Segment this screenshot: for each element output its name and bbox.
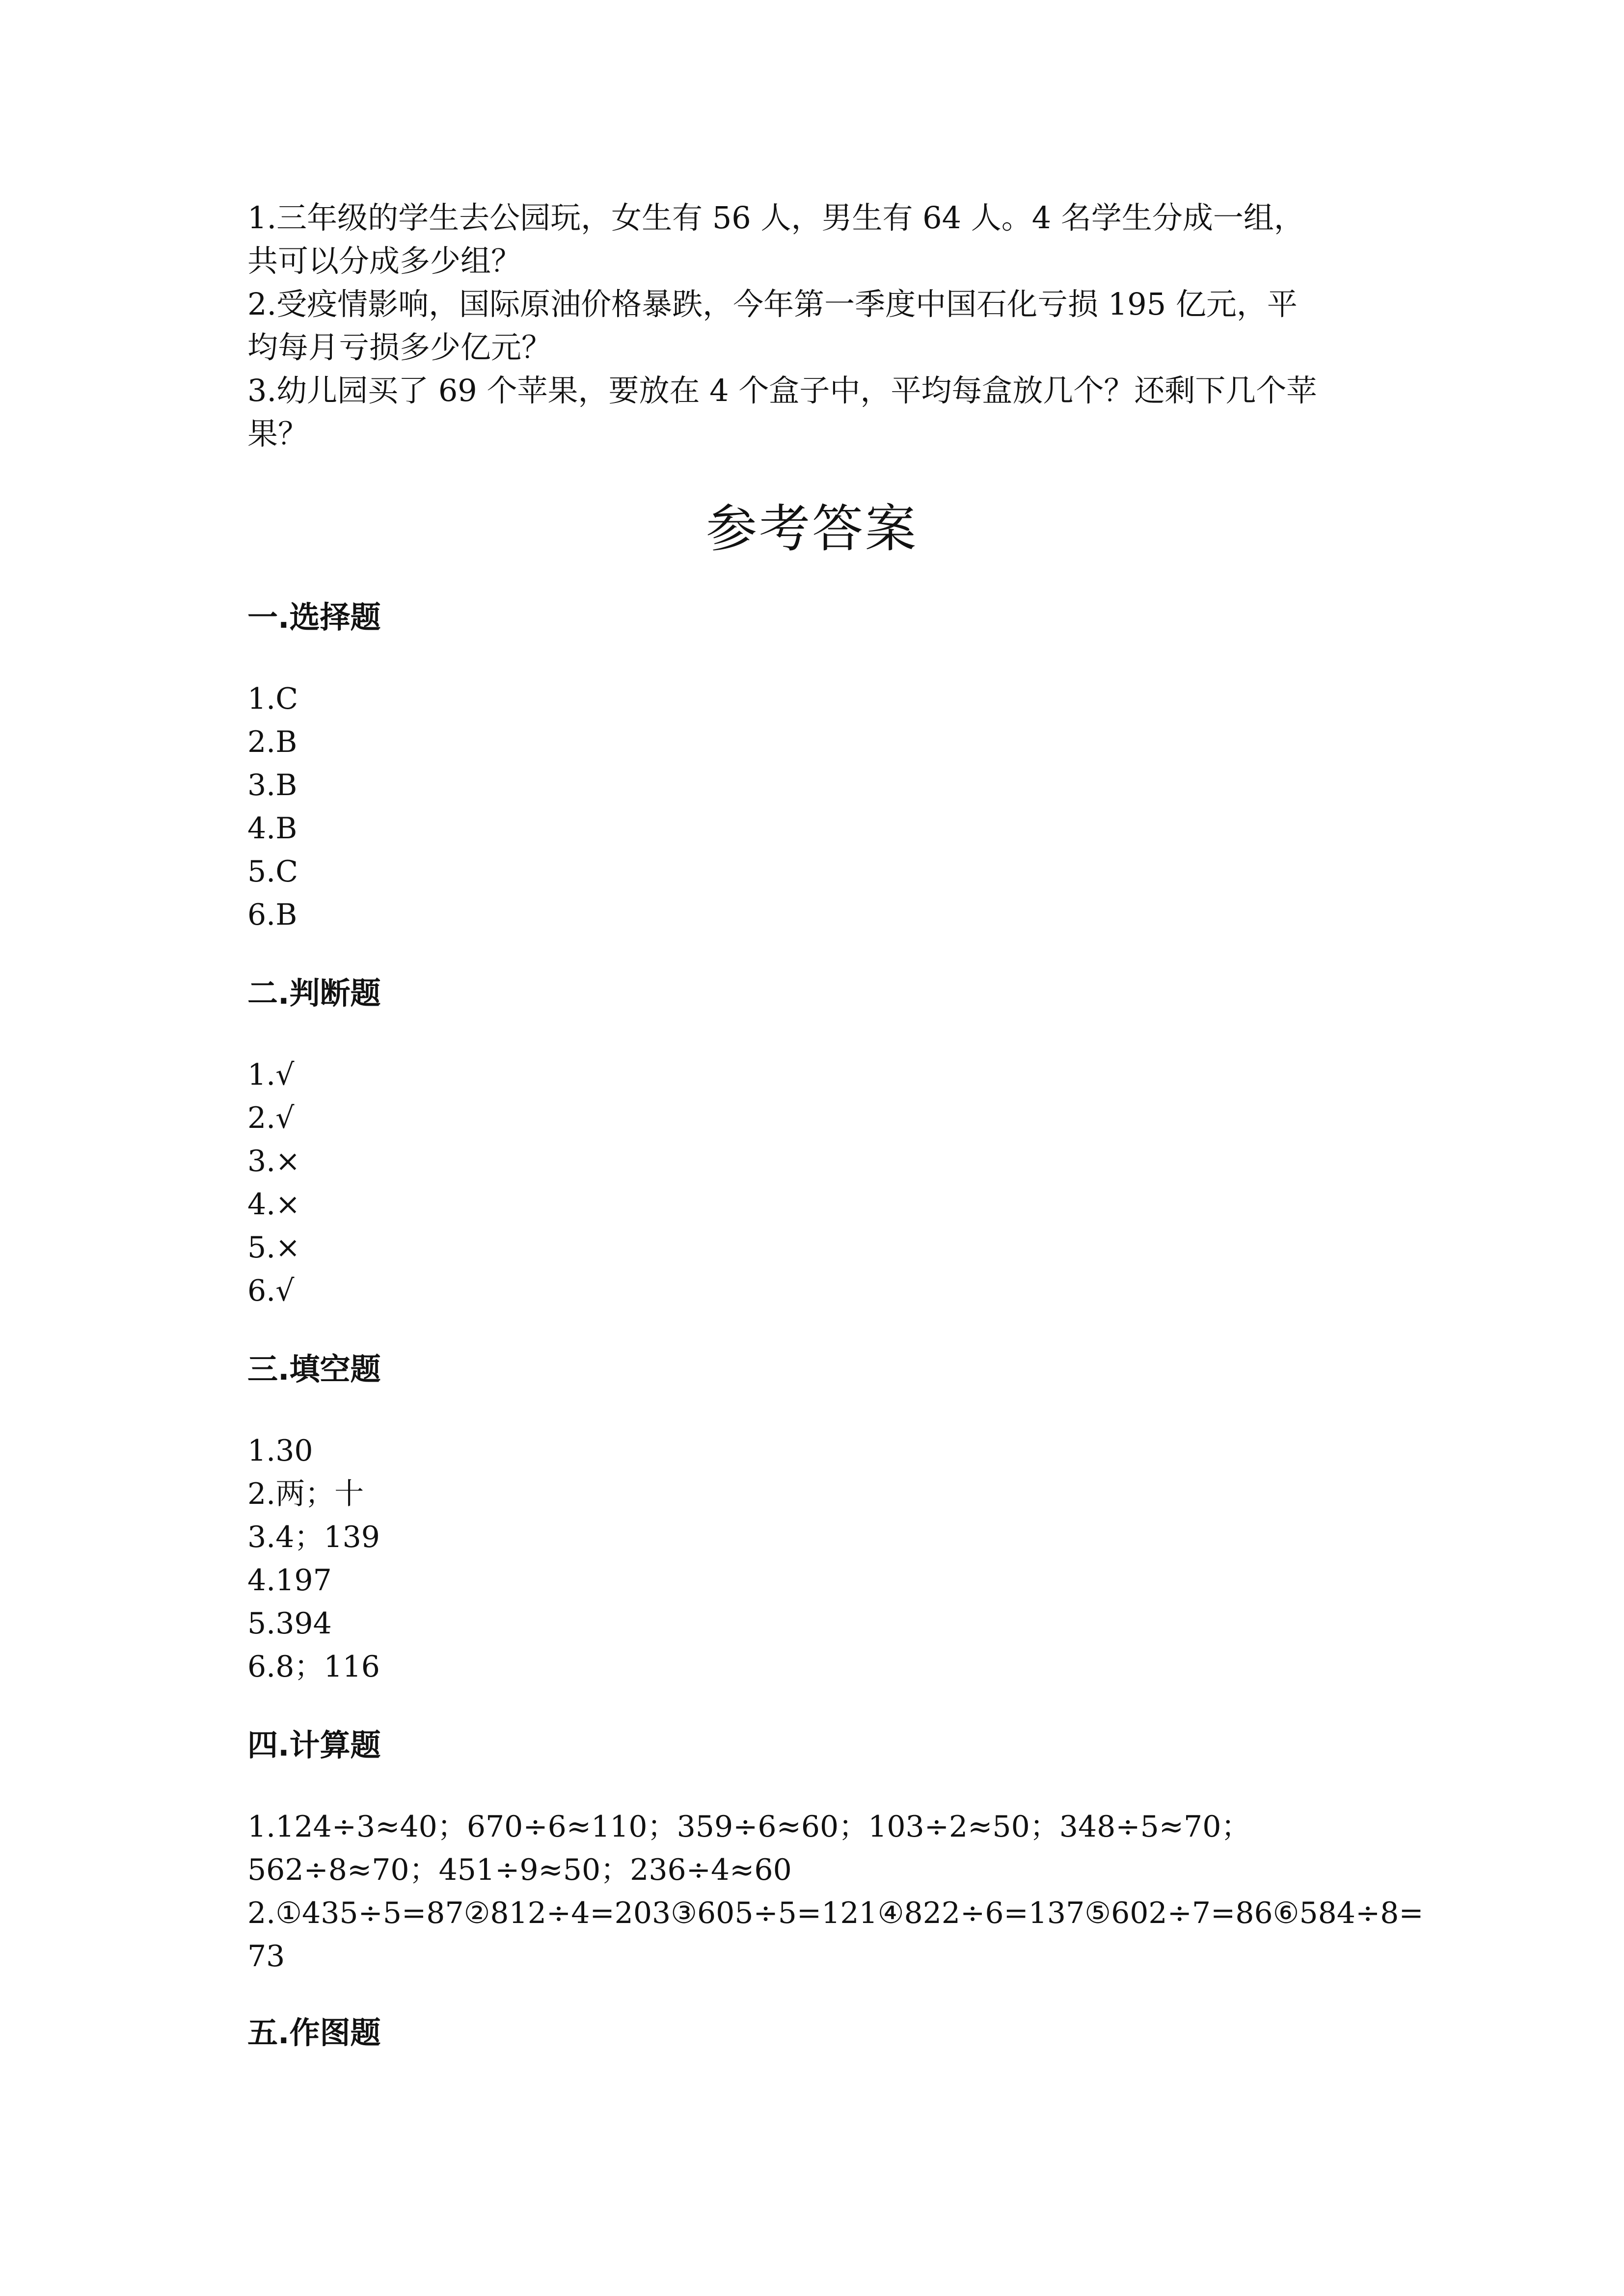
- answer-item: 2.B: [247, 725, 298, 759]
- answer-item: 2.①435÷5=87②812÷4=203③605÷5=121④822÷6=137⑤602÷7=86⑥584÷8=: [247, 1896, 1424, 1930]
- problem-2-line-1: 2.受疫情影响，国际原油价格暴跌，今年第一季度中国石化亏损 195 亿元，平: [247, 286, 1298, 322]
- answers-calculation: [247, 1805, 1424, 1978]
- answer-item: 3.×: [247, 1144, 300, 1178]
- section-title-drawing: 五.作图题: [247, 2015, 381, 2051]
- problem-1-line-2: 共可以分成多少组？: [247, 243, 522, 279]
- word-problems: [247, 196, 1386, 455]
- problem-3-line-2: 果？: [247, 416, 309, 452]
- problem-1-line-1: 1.三年级的学生去公园玩，女生有 56 人，男生有 64 人。4 名学生分成一组，: [247, 200, 1304, 236]
- section-title-multiple-choice: 一.选择题: [247, 599, 381, 635]
- answer-item: 6.B: [247, 898, 298, 932]
- answer-item: 5.394: [247, 1606, 332, 1641]
- answer-item: 2.两；十: [247, 1477, 364, 1511]
- problem-2-line-2: 均每月亏损多少亿元？: [247, 329, 552, 365]
- answer-item: 6.√: [247, 1274, 295, 1308]
- answers-multiple-choice: [247, 677, 1386, 936]
- answer-item: 1.√: [247, 1058, 295, 1092]
- section-title-calculation: 四.计算题: [247, 1727, 381, 1763]
- answers-true-false: [247, 1053, 1386, 1312]
- answer-item: 4.B: [247, 811, 298, 846]
- answer-item: 562÷8≈70；451÷9≈50；236÷4≈60: [247, 1853, 792, 1887]
- problem-3-line-1: 3.幼儿园买了 69 个苹果，要放在 4 个盒子中，平均每盒放几个？还剩下几个苹: [247, 373, 1317, 408]
- answer-item: 3.4；139: [247, 1520, 380, 1554]
- section-title-true-false: 二.判断题: [247, 975, 381, 1011]
- answers-fill-in: [247, 1429, 1386, 1688]
- answer-item: 1.30: [247, 1434, 313, 1468]
- answer-key-title: 参考答案: [705, 499, 918, 559]
- answer-item: 4.197: [247, 1563, 332, 1598]
- answer-item: 5.×: [247, 1230, 300, 1265]
- answer-item: 4.×: [247, 1187, 300, 1222]
- answer-item: 5.C: [247, 854, 298, 889]
- answer-item: 73: [247, 1939, 285, 1974]
- answer-item: 1.C: [247, 682, 298, 716]
- answer-item: 3.B: [247, 768, 298, 802]
- answer-item: 6.8；116: [247, 1650, 380, 1684]
- answer-item: 2.√: [247, 1101, 295, 1135]
- answer-item: 1.124÷3≈40；670÷6≈110；359÷6≈60；103÷2≈50；348÷5≈70；: [247, 1810, 1251, 1844]
- section-title-fill-in: 三.填空题: [247, 1351, 381, 1387]
